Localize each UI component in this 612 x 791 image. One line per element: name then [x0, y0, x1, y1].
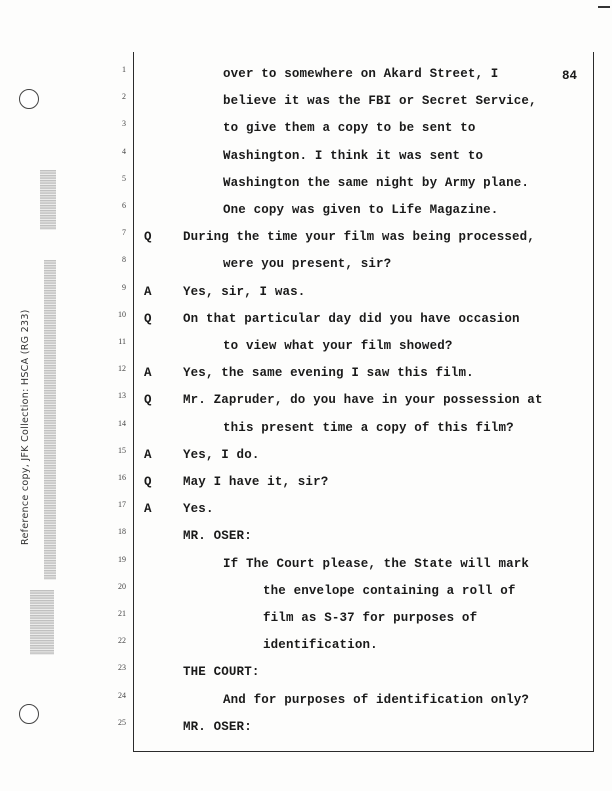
transcript-line [0, 308, 612, 335]
transcript-line [0, 335, 612, 362]
transcript-line [0, 172, 612, 199]
speaker-label: A [144, 284, 152, 299]
line-number: 11 [118, 337, 126, 346]
transcript-line [0, 661, 612, 688]
line-text: this present time a copy of this film? [223, 420, 514, 435]
line-text: believe it was the FBI or Secret Service, [223, 94, 537, 109]
line-text: Yes, the same evening I saw this film. [183, 366, 474, 381]
line-number: 6 [122, 201, 126, 210]
line-number: 8 [122, 255, 126, 265]
line-number: 24 [118, 690, 126, 700]
line-text: the envelope containing a roll of [263, 583, 516, 598]
line-number: 2 [122, 92, 126, 102]
line-text: MR. OSER: [183, 529, 252, 544]
line-number: 23 [118, 663, 126, 673]
line-number: 14 [118, 418, 126, 428]
transcript-line [0, 689, 612, 716]
scan-mark [598, 6, 610, 8]
line-text: over to somewhere on Akard Street, I [223, 67, 499, 81]
line-number: 15 [118, 445, 126, 455]
speaker-label: Q [144, 393, 152, 408]
line-number: 10 [118, 309, 126, 319]
line-text: film as S-37 for purposes of [263, 611, 478, 625]
line-number: 7 [122, 228, 126, 238]
line-number: 9 [122, 282, 126, 292]
transcript-line [0, 253, 612, 280]
line-number: 25 [118, 717, 126, 727]
line-number: 20 [118, 581, 126, 591]
line-number: 5 [122, 173, 126, 183]
line-text: Yes, sir, I was. [183, 284, 306, 299]
page-number: 84 [562, 69, 578, 83]
transcript-line [0, 471, 612, 498]
transcript-line [0, 389, 612, 416]
speaker-label: Q [144, 311, 152, 326]
transcript-line [0, 634, 612, 661]
line-text: Washington the same night by Army plane. [223, 175, 530, 190]
line-text: Mr. Zapruder, do you have in your possession at [183, 393, 543, 408]
transcript-line [0, 444, 612, 471]
line-text: to view what your film showed? [223, 339, 453, 353]
archive-stamp: Reference copy, JFK Collection: HSCA (RG 233) [20, 309, 31, 545]
line-number: 16 [118, 473, 126, 482]
speaker-label: A [144, 366, 152, 381]
line-text: During the time your film was being processed, [183, 230, 535, 245]
transcript-line [0, 145, 612, 172]
transcript-line [0, 226, 612, 253]
line-text: THE COURT: [183, 665, 260, 680]
transcript-line [0, 417, 612, 444]
transcript-line [0, 553, 612, 580]
transcript-line [0, 90, 612, 117]
line-number: 18 [118, 527, 126, 537]
line-text: One copy was given to Life Magazine. [223, 203, 499, 217]
line-number: 19 [118, 554, 126, 564]
line-text: Washington. I think it was sent to [223, 148, 484, 163]
line-text: to give them a copy to be sent to [223, 121, 476, 136]
line-number: 1 [122, 65, 126, 74]
transcript-line [0, 199, 612, 226]
line-number: 17 [118, 500, 126, 510]
transcript-line [0, 362, 612, 389]
speaker-label: A [144, 447, 152, 462]
line-number: 12 [118, 364, 126, 374]
line-text: Yes, I do. [183, 447, 260, 462]
transcript-line [0, 117, 612, 144]
transcript-line [0, 716, 612, 743]
line-text: May I have it, sir? [183, 475, 329, 489]
line-number: 3 [122, 119, 126, 129]
line-text: identification. [263, 638, 378, 653]
line-text: And for purposes of identification only? [223, 692, 530, 707]
transcript-line [0, 525, 612, 552]
line-number: 21 [118, 609, 126, 618]
line-text: Yes. [183, 502, 214, 517]
transcript-line [0, 498, 612, 525]
transcript-line [0, 281, 612, 308]
line-text: If The Court please, the State will mark [223, 556, 530, 571]
transcript-line [0, 580, 612, 607]
transcript-line [0, 607, 612, 634]
speaker-label: Q [144, 475, 152, 489]
line-text: On that particular day did you have occasion [183, 311, 520, 326]
line-text: were you present, sir? [223, 257, 392, 272]
line-number: 13 [118, 391, 126, 401]
transcript-line [0, 63, 612, 90]
speaker-label: A [144, 502, 152, 517]
line-text: MR. OSER: [183, 719, 252, 734]
line-number: 22 [118, 636, 126, 646]
line-number: 4 [122, 146, 126, 156]
speaker-label: Q [144, 230, 152, 245]
